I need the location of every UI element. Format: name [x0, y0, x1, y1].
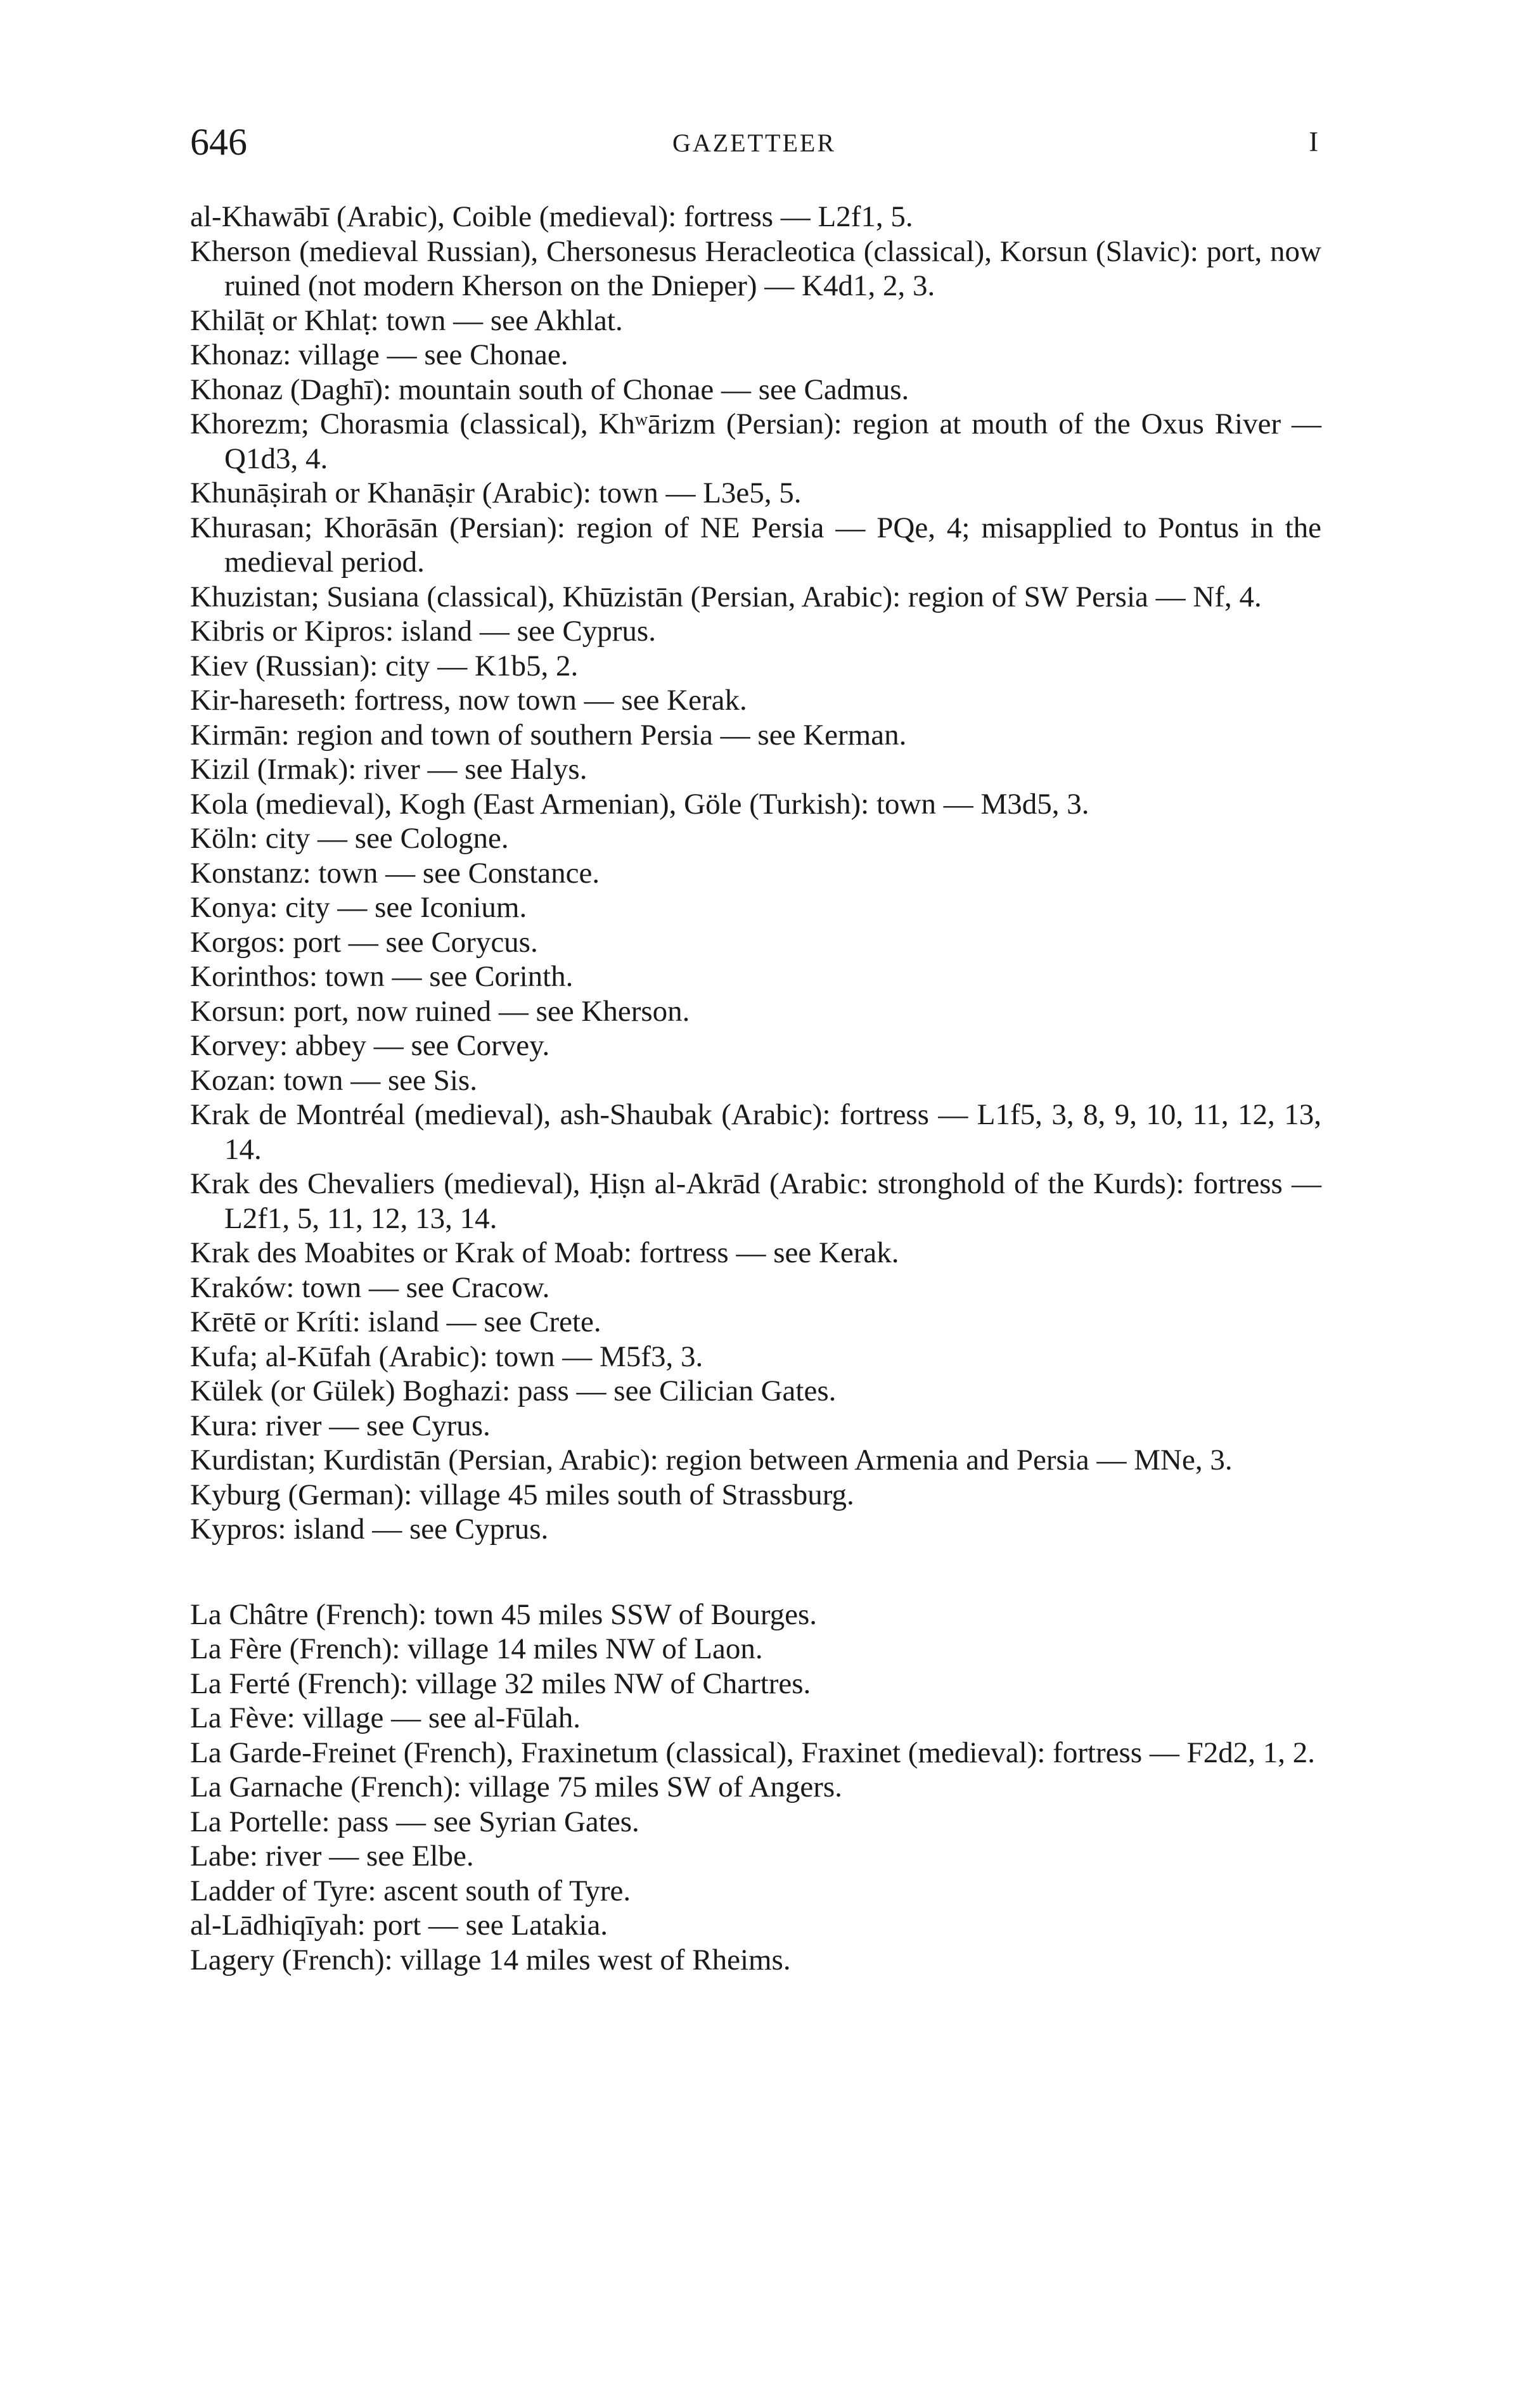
- gazetteer-entry: Kufa; al-Kūfah (Arabic): town — M5f3, 3.: [190, 1340, 703, 1373]
- gazetteer-entry: Köln: city — see Cologne.: [190, 822, 509, 855]
- gazetteer-entry: Ladder of Tyre: ascent south of Tyre.: [190, 1874, 631, 1907]
- gazetteer-entry: Kherson (medieval Russian), Chersonesus Heracleotica (classical), Korsun (Slavic): port, now ruined (not modern Kherson on the Dnieper) — K4d1, 2, 3.: [190, 234, 1321, 302]
- gazetteer-entry: Kozan: town — see Sis.: [190, 1063, 477, 1097]
- gazetteer-entry: La Ferté (French): village 32 miles NW of Chartres.: [190, 1667, 811, 1700]
- page-header: [190, 120, 1318, 165]
- gazetteer-entry: Kola (medieval), Kogh (East Armenian), Göle (Turkish): town — M3d5, 3.: [190, 787, 1089, 821]
- gazetteer-entry: La Garde-Freinet (French), Fraxinetum (classical), Fraxinet (medieval): fortress — F2d2, 1, 2.: [190, 1736, 1316, 1769]
- gazetteer-entry: Kypros: island — see Cyprus.: [190, 1513, 549, 1546]
- gazetteer-entry: Kir-hareseth: fortress, now town — see Kerak.: [190, 684, 747, 717]
- gazetteer-entry: Konstanz: town — see Constance.: [190, 856, 600, 890]
- gazetteer-entry: Labe: river — see Elbe.: [190, 1840, 474, 1873]
- column-mark: I: [1309, 126, 1318, 157]
- gazetteer-entry: Korgos: port — see Corycus.: [190, 925, 538, 959]
- gazetteer-entry: Khorezm; Chorasmia (classical), Khʷārizm (Persian): region at mouth of the Oxus River — Q1d3, 4.: [190, 407, 1321, 475]
- gazetteer-entry: al-Lādhiqīyah: port — see Latakia.: [190, 1909, 608, 1942]
- gazetteer-entry: Külek (or Gülek) Boghazi: pass — see Cilician Gates.: [190, 1374, 837, 1407]
- gazetteer-entry: Kiev (Russian): city — K1b5, 2.: [190, 649, 579, 682]
- gazetteer-entry: Khonaz (Daghī): mountain south of Chonae — see Cadmus.: [190, 373, 909, 406]
- gazetteer-entry: Kizil (Irmak): river — see Halys.: [190, 753, 587, 786]
- gazetteer-entry: Korsun: port, now ruined — see Kherson.: [190, 994, 690, 1028]
- gazetteer-entry: La Garnache (French): village 75 miles SW of Angers.: [190, 1771, 842, 1803]
- gazetteer-entry: Krak de Montréal (medieval), ash-Shaubak (Arabic): fortress — L1f5, 3, 8, 9, 10, 11, 12, 13, 14.: [190, 1098, 1321, 1166]
- gazetteer-entry: Lagery (French): village 14 miles west of Rheims.: [190, 1943, 791, 1976]
- gazetteer-entry: Khunāṣirah or Khanāṣir (Arabic): town — L3e5, 5.: [190, 477, 802, 509]
- gazetteer-entry: al-Khawābī (Arabic), Coible (medieval): fortress — L2f1, 5.: [190, 200, 913, 233]
- gazetteer-entry: Korinthos: town — see Corinth.: [190, 960, 574, 993]
- gazetteer-entry: Kyburg (German): village 45 miles south of Strassburg.: [190, 1478, 854, 1511]
- gazetteer-entry: Kibris or Kipros: island — see Cyprus.: [190, 615, 656, 648]
- gazetteer-entry: Krētē or Kríti: island — see Crete.: [190, 1305, 601, 1338]
- gazetteer-entry: Khonaz: village — see Chonae.: [190, 338, 568, 371]
- gazetteer-entry: Konya: city — see Iconium.: [190, 891, 527, 924]
- gazetteer-entry: Kraków: town — see Cracow.: [190, 1271, 550, 1304]
- gazetteer-entry: Kirmān: region and town of southern Persia — see Kerman.: [190, 718, 907, 752]
- gazetteer-entry: La Fève: village — see al-Fūlah.: [190, 1701, 581, 1734]
- gazetteer-entry: Krak des Chevaliers (medieval), Ḥiṣn al-Akrād (Arabic: stronghold of the Kurds): fortress — L2f1, 5, 11, 12, 13, 14.: [190, 1167, 1321, 1235]
- gazetteer-entry: Kura: river — see Cyrus.: [190, 1409, 491, 1442]
- gazetteer-entry: Khilāṭ or Khlaṭ: town — see Akhlat.: [190, 304, 623, 337]
- gazetteer-entry: Krak des Moabites or Krak of Moab: fortress — see Kerak.: [190, 1236, 899, 1269]
- gazetteer-entries: [190, 200, 1321, 1977]
- section-gap: [190, 1547, 1321, 1598]
- gazetteer-entry: La Fère (French): village 14 miles NW of Laon.: [190, 1632, 763, 1665]
- page-number: 646: [190, 121, 247, 163]
- gazetteer-entry: Kurdistan; Kurdistān (Persian, Arabic): region between Armenia and Persia — MNe, 3.: [190, 1444, 1233, 1476]
- gazetteer-entry: La Portelle: pass — see Syrian Gates.: [190, 1805, 639, 1838]
- gazetteer-entry: Khuzistan; Susiana (classical), Khūzistān (Persian, Arabic): region of SW Persia — Nf, 4.: [190, 580, 1262, 613]
- gazetteer-entry: Korvey: abbey — see Corvey.: [190, 1029, 550, 1062]
- gazetteer-entry: La Châtre (French): town 45 miles SSW of Bourges.: [190, 1598, 818, 1631]
- gazetteer-entry: Khurasan; Khorāsān (Persian): region of NE Persia — PQe, 4; misapplied to Pontus in the medieval period.: [190, 511, 1321, 579]
- running-title: GAZETTEER: [672, 129, 837, 157]
